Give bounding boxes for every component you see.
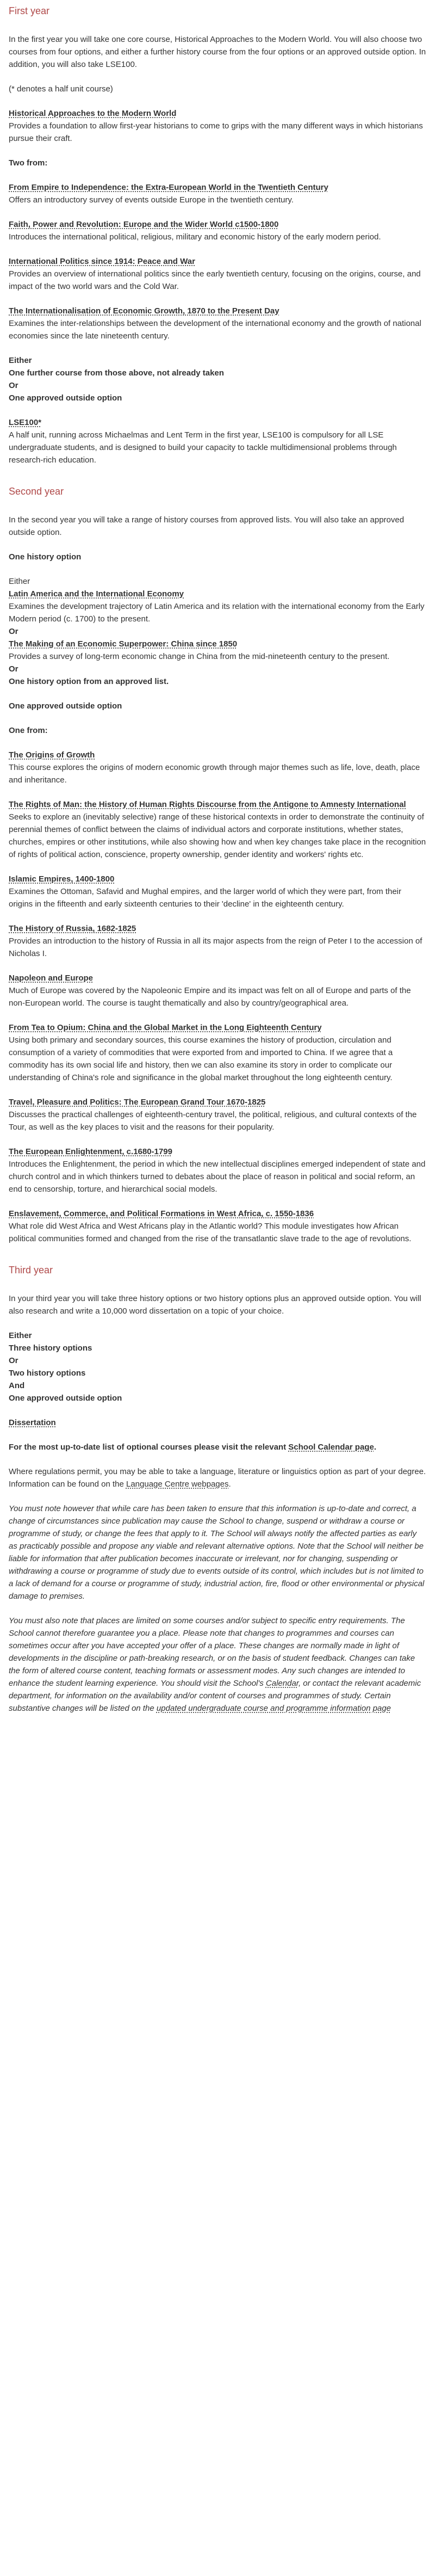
disclaimer-places-text: You must also note that places are limited on some courses and/or subject to specific entry requirements. The School cannot therefore guarantee you a place. Please note that changes to programmes and courses can sometimes occur after you have accepted your offer of a place. These changes are normally made in light of developments in the discipline or path-breaking research, or on the basis of student feedback. Changes can take the form of altered course content, teaching formats or assessment modes. Any such changes are intended to enhance the student learning experience. You should visit the School's [9,1616,415,1688]
course-link[interactable]: The Internationalisation of Economic Growth, 1870 to the Present Day [9,306,279,316]
course-item [9,1021,426,1084]
either-label: Either [9,356,32,365]
course-link[interactable]: The Rights of Man: the History of Human Rights Discourse from the Antigone to Amnesty International [9,800,406,809]
dissertation-course [9,1416,426,1429]
course-link[interactable]: Islamic Empires, 1400-1800 [9,874,115,884]
core-course [9,107,426,145]
course-link[interactable]: International Politics since 1914: Peace and War [9,257,195,266]
language-note-text: Where regulations permit, you may be able to take a language, literature or linguistics option as part of your degree. Information can be found on the [9,1467,426,1489]
course-description: What role did West Africa and West Africans play in the Atlantic world? This module investigates how African political communities formed and changed from the rise of the transatlantic slave trade to the age of revolutions. [9,1222,412,1243]
half-unit-note: (* denotes a half unit course) [9,84,113,94]
or-label: Or [9,1356,18,1365]
or-label: Or [9,664,18,674]
course-description: Seeks to explore an (inevitably selective) range of these historical contexts in order to demonstrate the continuity of perennial themes of conflict between the claims of individual actors and corporate institutions, whether states, churches, empires or other institutions, while also showing how and when key changes take place in the recognition of rights of political action, conscience, property ownership, gender identity and workers' rights etc. [9,812,426,859]
course-description: Provides an overview of international politics since the early twentieth century, focusing on the origins, course, and impact of the two world wars and the Cold War. [9,269,421,291]
course-description: Examines the Ottoman, Safavid and Mughal empires, and the larger world of which they were part, from their origins in the fifteenth and early sixteenth centuries to their 'decline' in the eighteenth century. [9,887,402,909]
option-line: Two history options [9,1369,86,1378]
course-item [9,181,426,206]
course-link[interactable]: Napoleon and Europe [9,973,94,983]
or-label: Or [9,381,18,390]
third-year-intro: In your third year you will take three history options or two history options plus an approved outside option. You will also research and write a 10,000 word dissertation on a topic of your choice. [9,1294,421,1316]
course-item [9,749,426,786]
either-or-group [9,354,426,404]
course-item [9,922,426,960]
course-description: Introduces the Enlightenment, the period in which the new intellectual disciplines emerged independent of state and church control and in which thinkers turned to debates about the place of reason in political and social reform, an end to censorship, torture, and hierarchical social models. [9,1160,426,1194]
course-description: A half unit, running across Michaelmas and Lent Term in the first year, LSE100 is compulsory for all LSE undergraduate students, and is designed to build your capacity to tackle multidimensional problems through research-rich education. [9,430,397,465]
two-from-label: Two from: [9,158,48,168]
course-item [9,255,426,293]
course-description: Using both primary and secondary sources, this course examines the history of production, circulation and consumption of a variety of commodities that were exported from and imported to China. If we agree that a commodity has its own social life and history, then we can also examine its story in order to complicate our understanding of China's role and significance in the global market throughout the long eighteenth century. [9,1036,393,1082]
language-centre-link[interactable]: Language Centre webpages [126,1480,229,1489]
third-year-heading: Third year [9,1265,53,1275]
course-item [9,873,426,910]
disclaimer-changes: You must note however that while care has been taken to ensure that this information is up-to-date and correct, a change of circumstances since publication may cause the School to change, suspend or withdraw a course or programme of study, or change the fees that apply to it. The School will always notify the affected parties as early as practicably possible and propose any viable and relevant alternative options. Note that the School will neither be liable for information that after publication becomes inaccurate or irrelevant, nor for changing, suspending or withdrawing a course or programme of study due to events outside of its control, which includes but is not limited to a lack of demand for a course or programme of study, industrial action, fire, flood or other environmental or physical damage to premises. [9,1504,425,1601]
option-line: One approved outside option [9,1394,122,1403]
course-link[interactable]: Faith, Power and Revolution: Europe and the Wider World c1500-1800 [9,220,279,229]
either-or-group [9,1329,426,1404]
course-item [9,972,426,1009]
second-year-intro: In the second year you will take a range of history courses from approved lists. You will also take an approved outside option. [9,515,405,537]
disclaimer-places-middle: , or contact the relevant academic department, for information on the availability and/or content of courses and programmes of study. Certain substantive changes will be listed on the [9,1679,421,1713]
course-item [9,1145,426,1195]
calendar-note-text: For the most up-to-date list of optional courses please visit the relevant [9,1443,289,1452]
course-link[interactable]: From Tea to Opium: China and the Global Market in the Long Eighteenth Century [9,1023,322,1032]
course-link[interactable]: Dissertation [9,1418,56,1427]
either-label: Either [9,1331,32,1340]
course-description: Provides a foundation to allow first-year historians to come to grips with the many different ways in which historians pursue their craft. [9,121,423,143]
course-description: Discusses the practical challenges of eighteenth-century travel, the political, religious, and cultural contexts of the Tour, as well as the key places to visit and the reasons for their popularity. [9,1110,417,1132]
one-from-label: One from: [9,726,48,735]
course-link[interactable]: Enslavement, Commerce, and Political Formations in West Africa, c. 1550-1836 [9,1209,314,1218]
option-line: Three history options [9,1344,92,1353]
first-year-heading: First year [9,5,50,16]
either-or-group [9,575,426,688]
school-calendar-link[interactable]: School Calendar page [288,1443,374,1452]
either-label: Either [9,577,30,586]
course-link[interactable]: Latin America and the International Economy [9,589,184,599]
course-item [9,305,426,342]
calendar-link[interactable]: Calendar [265,1679,299,1688]
course-description: Examines the development trajectory of Latin America and its relation with the international economy from the Early Modern period (c. 1700) to the present. [9,602,425,624]
course-link[interactable]: The European Enlightenment, c.1680-1799 [9,1147,172,1156]
course-item [9,1096,426,1133]
course-link[interactable]: Historical Approaches to the Modern World [9,109,177,118]
first-year-intro: In the first year you will take one core course, Historical Approaches to the Modern World. You will also choose two courses from four options, and either a further history course from the four options or an approved outside option. In addition, you will also take LSE100. [9,35,426,69]
course-link[interactable]: Travel, Pleasure and Politics: The European Grand Tour 1670-1825 [9,1098,266,1107]
course-item [9,798,426,861]
calendar-note-end: . [374,1443,376,1452]
course-description: Offers an introductory survey of events outside Europe in the twentieth century. [9,195,294,205]
updated-course-info-link[interactable]: updated undergraduate course and programme information page [156,1704,391,1713]
course-item [9,218,426,243]
or-label: Or [9,627,18,636]
course-description: This course explores the origins of modern economic growth through major themes such as life, love, death, place and inheritance. [9,763,420,785]
course-link[interactable]: The Making of an Economic Superpower: China since 1850 [9,639,238,649]
language-note [9,1465,426,1490]
course-item [9,1207,426,1245]
course-description: Provides an introduction to the history of Russia in all its major aspects from the reign of Peter I to the accession of Nicholas I. [9,936,422,958]
and-label: And [9,1381,25,1390]
disclaimer-places [9,1614,426,1715]
course-description: Introduces the international political, religious, military and economic history of the early modern period. [9,232,381,242]
course-link[interactable]: The History of Russia, 1682-1825 [9,924,136,933]
option-line: One approved outside option [9,393,122,403]
approved-outside-label: One approved outside option [9,701,122,711]
option-line: One further course from those above, not already taken [9,368,224,378]
course-link[interactable]: The Origins of Growth [9,750,95,760]
course-link[interactable]: LSE100* [9,418,42,427]
option-line: One history option from an approved list. [9,677,169,686]
course-description: Much of Europe was covered by the Napoleonic Empire and its impact was felt on all of Europe and parts of the non-European world. The course is taught thematically and also by country/geographical area. [9,986,411,1008]
language-note-end: . [228,1480,231,1489]
one-history-label: One history option [9,552,82,562]
second-year-heading: Second year [9,486,64,497]
calendar-note [9,1441,426,1453]
lse100-course [9,416,426,466]
course-link[interactable]: From Empire to Independence: the Extra-European World in the Twentieth Century [9,183,328,192]
course-description: Provides a survey of long-term economic change in China from the mid-nineteenth century to the present. [9,652,390,661]
course-description: Examines the inter-relationships between the development of the international economy and the growth of national economies since the late nineteenth century. [9,319,421,341]
